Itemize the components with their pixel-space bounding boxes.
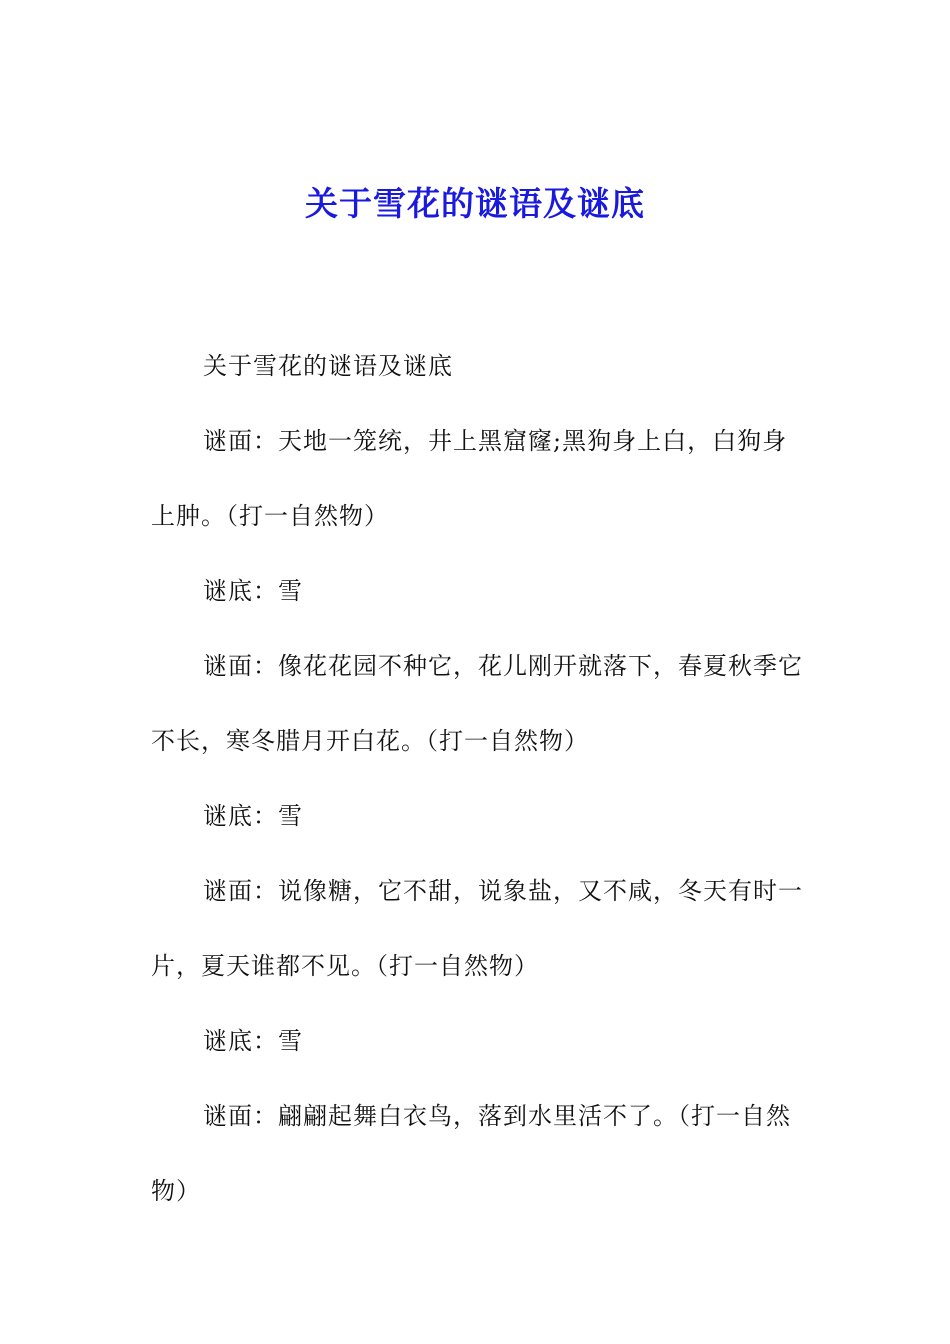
- riddle-question-2: 谜面：像花花园不种它，花儿刚开就落下，春夏秋季它不长，寒冬腊月开白花。（打一自然物）: [151, 652, 803, 755]
- riddle-answer-1: 谜底：雪: [203, 577, 303, 605]
- document-body: [151, 329, 806, 1229]
- riddle-answer-2: 谜底：雪: [203, 802, 303, 830]
- document-title: 关于雪花的谜语及谜底: [305, 184, 645, 223]
- riddle-question-1: 谜面：天地一笼统，井上黑窟窿;黑狗身上白，白狗身上肿。（打一自然物）: [151, 427, 788, 530]
- riddle-answer-3: 谜底：雪: [203, 1027, 303, 1055]
- paragraph-intro: 关于雪花的谜语及谜底: [203, 352, 453, 380]
- riddle-question-3: 谜面：说像糖，它不甜，说象盐，又不咸，冬天有时一片，夏天谁都不见。（打一自然物）: [151, 877, 803, 980]
- riddle-question-4: 谜面：翩翩起舞白衣鸟，落到水里活不了。（打一自然物）: [151, 1102, 791, 1205]
